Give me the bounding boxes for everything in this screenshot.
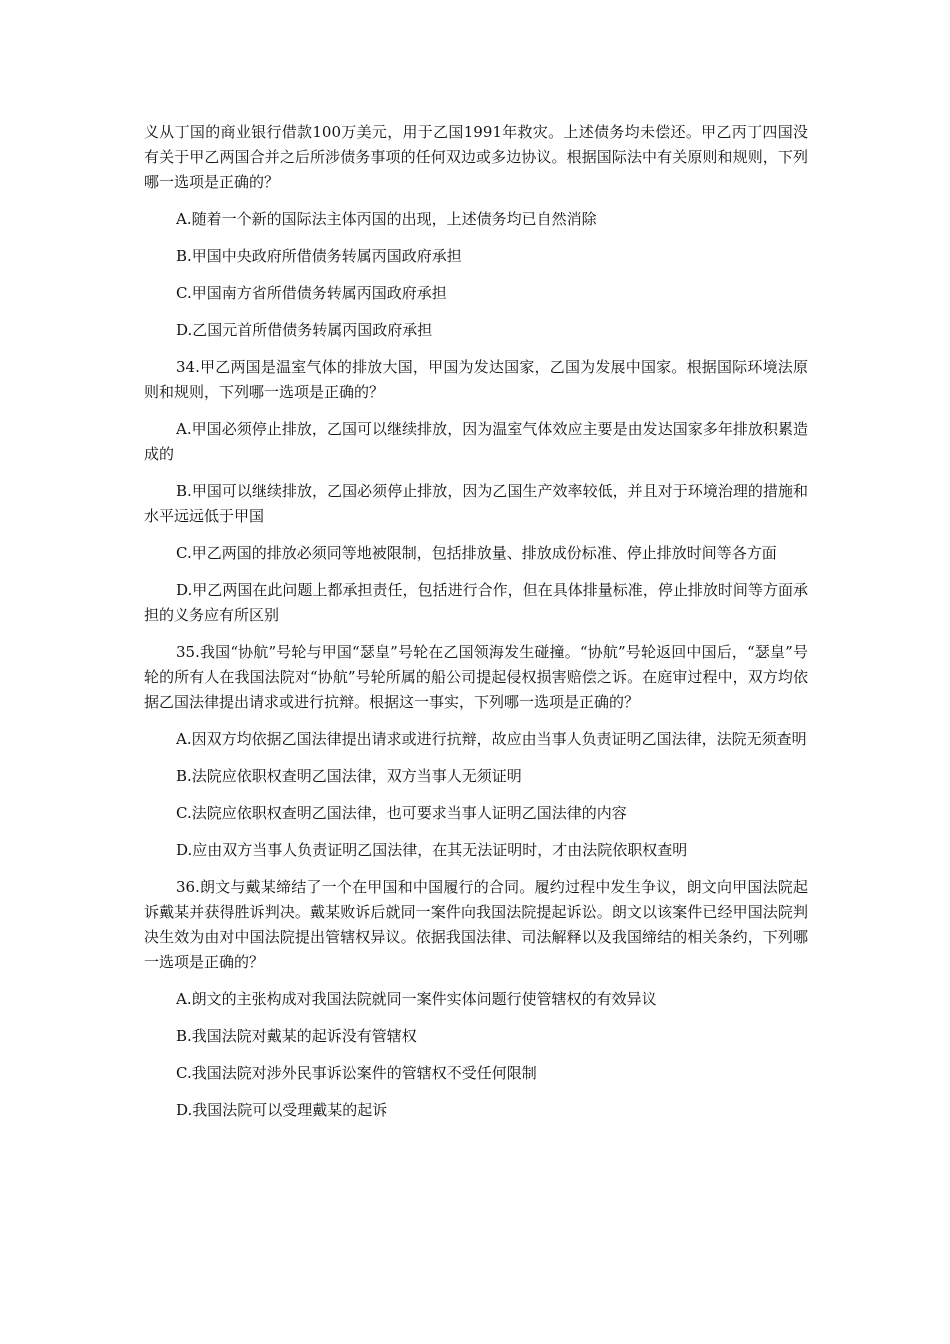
question-34-stem: 34.甲乙两国是温室气体的排放大国，甲国为发达国家，乙国为发展中国家。根据国际环境法原则和规则，下列哪一选项是正确的？ [144, 358, 808, 401]
question-33-continuation: 义从丁国的商业银行借款100万美元，用于乙国1991年救灾。上述债务均未偿还。甲乙丙丁四国没有关于甲乙两国合并之后所涉债务事项的任何双边或多边协议。根据国际法中有关原则和规则，下列哪一选项是正确的？ [144, 123, 808, 191]
question-35-option-a: A.因双方均依据乙国法律提出请求或进行抗辩，故应由当事人负责证明乙国法律，法院无须查明 [176, 730, 807, 748]
question-36-option-c: C.我国法院对涉外民事诉讼案件的管辖权不受任何限制 [176, 1064, 537, 1082]
question-35-option-c: C.法院应依职权查明乙国法律，也可要求当事人证明乙国法律的内容 [176, 804, 627, 822]
question-36-stem: 36.朗文与戴某缔结了一个在甲国和中国履行的合同。履约过程中发生争议，朗文向甲国法院起诉戴某并获得胜诉判决。戴某败诉后就同一案件向我国法院提起诉讼。朗文以该案件已经甲国法院判决生效为由对中国法院提出管辖权异议。依据我国法律、司法解释以及我国缔结的相关条约，下列哪一选项是正确的？ [144, 878, 808, 971]
question-34-option-a: A.甲国必须停止排放，乙国可以继续排放，因为温室气体效应主要是由发达国家多年排放积累造成的 [144, 420, 808, 463]
question-34-option-d: D.甲乙两国在此问题上都承担责任，包括进行合作，但在具体排量标准，停止排放时间等方面承担的义务应有所区别 [144, 581, 808, 624]
question-36-option-a: A.朗文的主张构成对我国法院就同一案件实体问题行使管辖权的有效异议 [176, 990, 657, 1008]
question-36-option-b: B.我国法院对戴某的起诉没有管辖权 [176, 1027, 417, 1045]
question-33-option-d: D.乙国元首所借债务转属丙国政府承担 [176, 321, 433, 339]
question-36-option-d: D.我国法院可以受理戴某的起诉 [176, 1101, 388, 1119]
question-34-option-b: B.甲国可以继续排放，乙国必须停止排放，因为乙国生产效率较低，并且对于环境治理的措施和水平远远低于甲国 [144, 482, 808, 525]
exam-text-block [144, 120, 808, 1135]
question-33-option-a: A.随着一个新的国际法主体丙国的出现，上述债务均已自然消除 [176, 210, 597, 228]
question-33-option-c: C.甲国南方省所借债务转属丙国政府承担 [176, 284, 447, 302]
question-33-option-b: B.甲国中央政府所借债务转属丙国政府承担 [176, 247, 462, 265]
question-35-option-b: B.法院应依职权查明乙国法律，双方当事人无须证明 [176, 767, 522, 785]
question-35-option-d: D.应由双方当事人负责证明乙国法律，在其无法证明时，才由法院依职权查明 [176, 841, 688, 859]
question-34-option-c: C.甲乙两国的排放必须同等地被限制，包括排放量、排放成份标准、停止排放时间等各方面 [176, 544, 777, 562]
question-35-stem: 35.我国“协航”号轮与甲国“瑟皇”号轮在乙国领海发生碰撞。“协航”号轮返回中国后，“瑟皇”号轮的所有人在我国法院对“协航”号轮所属的船公司提起侵权损害赔偿之诉。在庭审过程中，双方均依据乙国法律提出请求或进行抗辩。根据这一事实，下列哪一选项是正确的？ [144, 643, 808, 711]
